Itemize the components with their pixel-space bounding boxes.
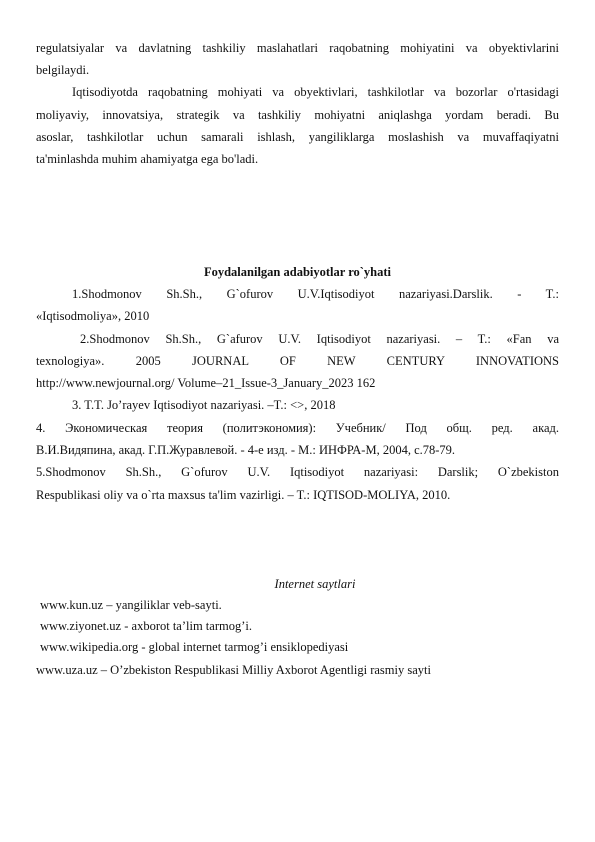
reference-line: 4. Экономическая теория (политэкономия): Учебник/ Под общ. ред. акад.: [36, 421, 559, 435]
reference-line: 3. T.T. Jo’rayev Iqtisodiyot nazariyasi. –T.: <>, 2018: [72, 398, 336, 412]
body-text-line: ta'minlashda muhim ahamiyatga ega bo'ladi.: [36, 152, 259, 166]
references-heading: Foydalanilgan adabiyotlar ro`yhati: [203, 265, 392, 279]
body-text-line: asoslar, tashkilotlar uchun samarali ishlash, yangiliklarga moslashish va muvaffaqiyatni: [36, 130, 559, 144]
internet-site-item: www.wikipedia.org - global internet tarmog’i ensiklopediyasi: [40, 640, 349, 654]
internet-sites-heading: Internet saytlari: [274, 577, 356, 591]
reference-line: Respublikasi oliy va o`rta maxsus ta'lim vazirligi. – T.: IQTISOD-MOLIYA, 2010.: [36, 488, 451, 502]
body-text-line: regulatsiyalar va davlatning tashkiliy maslahatlari raqobatning mohiyatini va obyektivlarini: [36, 41, 559, 55]
reference-line: 5.Shodmonov Sh.Sh., G`ofurov U.V. Iqtisodiyot nazariyasi: Darslik; O`zbekiston: [36, 465, 559, 479]
reference-line: «Iqtisodmoliya», 2010: [36, 309, 150, 323]
internet-site-item: www.ziyonet.uz - axborot ta’lim tarmog’i.: [40, 619, 252, 633]
body-text-line: moliyaviy, innovatsiya, strategik va tashkiliy mohiyatni aniqlashga yordam beradi. Bu: [36, 108, 559, 122]
internet-site-item: www.uza.uz – O’zbekiston Respublikasi Milliy Axborot Agentligi rasmiy sayti: [36, 663, 431, 677]
body-text-line: belgilaydi.: [36, 63, 90, 77]
reference-line: В.И.Видяпина, акад. Г.П.Журавлевой. - 4-е изд. - М.: ИНФРА-М, 2004, с.78-79.: [36, 443, 456, 457]
reference-line: 1.Shodmonov Sh.Sh., G`ofurov U.V.Iqtisodiyot nazariyasi.Darslik. - T.:: [72, 287, 559, 301]
reference-line: 2.Shodmonov Sh.Sh., G`afurov U.V. Iqtisodiyot nazariyasi. – T.: «Fan va: [80, 332, 559, 346]
reference-line: texnologiya». 2005 JOURNAL OF NEW CENTURY INNOVATIONS: [36, 354, 559, 368]
body-text-line: Iqtisodiyotda raqobatning mohiyati va obyektivlari, tashkilotlar va bozorlar o'rtasidagi: [72, 85, 559, 99]
reference-line: http://www.newjournal.org/ Volume–21_Issue-3_January_2023 162: [36, 376, 376, 390]
internet-site-item: www.kun.uz – yangiliklar veb-sayti.: [40, 598, 222, 612]
